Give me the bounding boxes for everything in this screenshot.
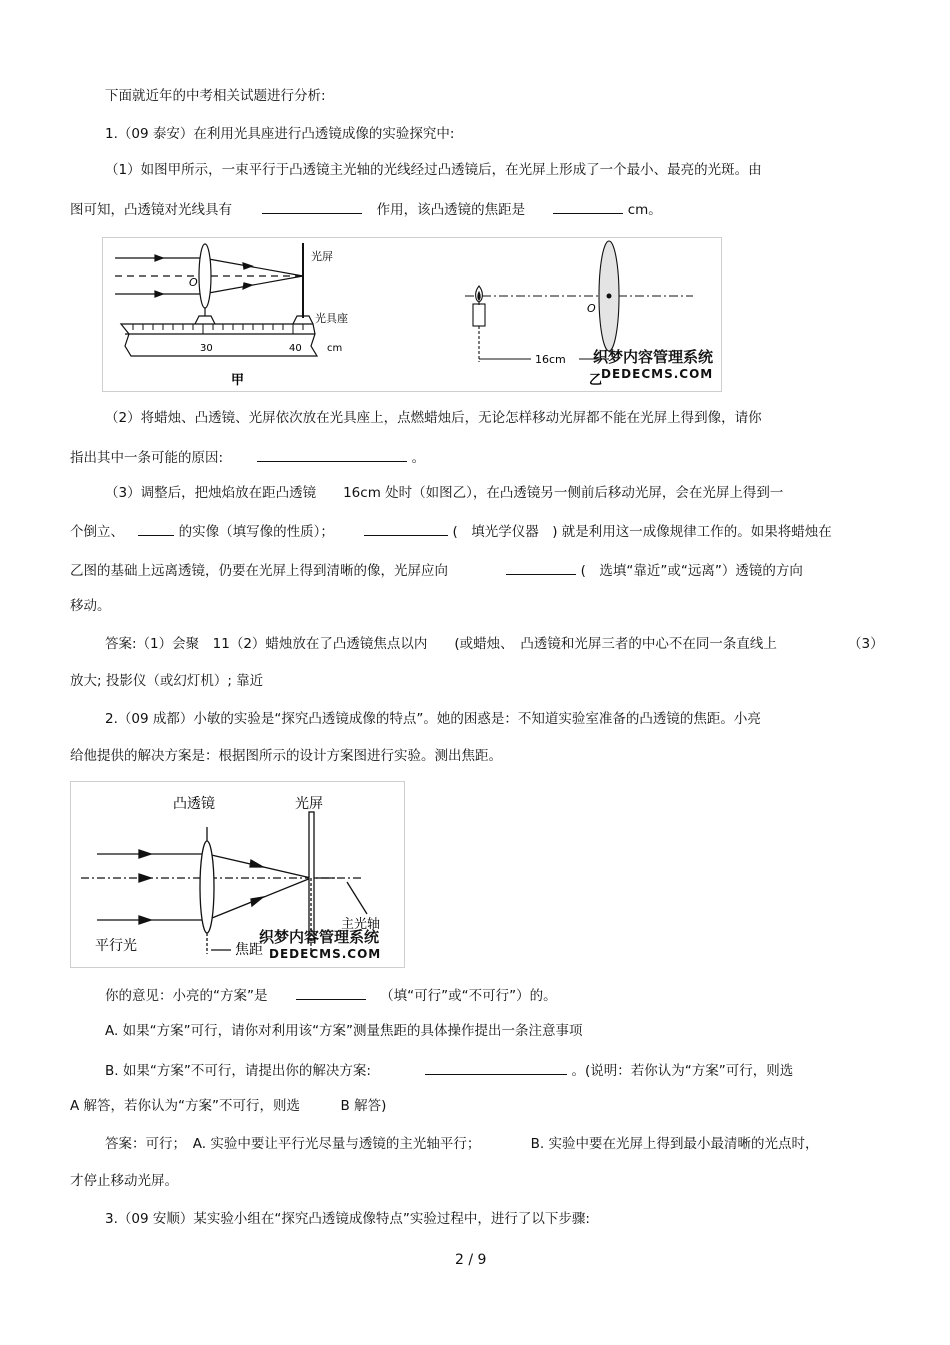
q3-title: 3.（09 安顺）某实验小组在“探究凸透镜成像特点”实验过程中，进行了以下步骤: (105, 1211, 590, 1227)
watermark-en-q2: DEDECMS.COM (269, 947, 382, 961)
q2-option-a: A. 如果“方案”可行，请你对利用该“方案”测量焦距的具体操作提出一条注意事项 (105, 1023, 583, 1039)
figure-yi (465, 241, 693, 362)
q2-option-b-text-b: 。(说明：若你认为“方案”可行，则选 (571, 1063, 794, 1079)
intro-text: 下面就近年的中考相关试题进行分析: (105, 88, 326, 104)
q1-p3-line3 (70, 560, 803, 580)
parallel-light-label: 平行光 (95, 938, 137, 954)
q1-blank-reason[interactable] (257, 447, 407, 462)
screen-label: 光屏 (311, 250, 333, 263)
page-number: 2 / 9 (455, 1252, 487, 1268)
q1-p1-text-c: cm。 (627, 202, 662, 218)
q1-p3-text-b: 的实像（填写像的性质）； (178, 524, 334, 540)
q1-blank-instrument[interactable] (364, 521, 448, 536)
figure-caption-jia: 甲 (231, 373, 245, 388)
q1-answer-text-a: 答案:（1）会聚 11（2）蜡烛放在了凸透镜焦点以内 (或蜡烛、 凸透镜和光屏三者的中心不在同一条直线上 (105, 636, 777, 652)
q1-p1-line2 (70, 199, 662, 219)
q2-blank-feasible[interactable] (296, 985, 366, 1000)
q2-answer-text-a: 答案：可行； A. 实验中要让平行光尽量与透镜的主光轴平行； (105, 1136, 481, 1152)
figure-q1 (102, 237, 722, 392)
screen-label-q2: 光屏 (295, 796, 323, 812)
focal-label: 焦距 (235, 942, 263, 958)
tick-label-40: 40 (289, 343, 302, 354)
q1-blank-image-nature[interactable] (138, 521, 174, 536)
q1-blank-focal[interactable] (553, 199, 623, 214)
unit-label: cm (327, 343, 343, 354)
figure-jia (115, 243, 317, 356)
q1-p3-line4: 移动。 (70, 598, 111, 614)
bench-label: 光具座 (315, 312, 348, 325)
q1-answer-line1 (105, 635, 777, 653)
q2-answer-line2: 才停止移动光屏。 (70, 1173, 178, 1189)
q2-title: 2.（09 成都）小敏的实验是“探究凸透镜成像的特点”。她的困惑是：不知道实验室准备的凸透镜的焦距。小亮 (105, 711, 761, 727)
q2-blank-solution[interactable] (425, 1060, 567, 1075)
bench-ticks (133, 324, 303, 334)
lens-label: 凸透镜 (173, 796, 215, 812)
q1-p1-line1: （1）如图甲所示，一束平行于凸透镜主光轴的光线经过凸透镜后，在光屏上形成了一个最小、最亮的光斑。由 (105, 162, 762, 178)
q1-blank-effect[interactable] (262, 199, 362, 214)
axis-label: 主光轴 (341, 917, 381, 932)
lens-label-o-yi: O (587, 302, 596, 315)
watermark-en: DEDECMS.COM (601, 367, 714, 381)
q1-p3-text-a: 个倒立、 (70, 524, 124, 540)
q2-opinion-text-a: 你的意见：小亮的“方案”是 (105, 988, 268, 1004)
q1-answer-line2: 放大; 投影仪（或幻灯机）; 靠近 (70, 673, 264, 689)
q2-opinion (105, 985, 557, 1005)
q1-p2-line2 (70, 447, 425, 467)
q1-answer-line1-end: （3） (848, 636, 884, 652)
q1-p2-text-b: 。 (411, 450, 426, 466)
q2-option-b-text-a: B. 如果“方案”不可行，请提出你的解决方案: (105, 1063, 371, 1079)
q1-p3-text-e: ( 选填“靠近”或“远离”）透镜的方向 (580, 563, 803, 579)
q1-title: 1.（09 泰安）在利用光具座进行凸透镜成像的实验探究中: (105, 126, 455, 142)
tick-label-30: 30 (200, 343, 213, 354)
q1-p3-text-c: ( 填光学仪器 ) 就是利用这一成像规律工作的。如果将蜡烛在 (452, 524, 832, 540)
q1-blank-direction[interactable] (506, 560, 576, 575)
q1-p2-text-a: 指出其中一条可能的原因: (70, 450, 224, 466)
watermark-cn: 织梦内容管理系统 (593, 348, 714, 366)
q2-option-b (105, 1060, 793, 1080)
q1-p1-text-b: 作用，该凸透镜的焦距是 (376, 202, 526, 218)
q1-p3-line2 (70, 521, 832, 541)
q1-p2-line1: （2）将蜡烛、凸透镜、光屏依次放在光具座上，点燃蜡烛后，无论怎样移动光屏都不能在光屏上得到像，请你 (105, 410, 762, 426)
watermark-cn-q2: 织梦内容管理系统 (259, 928, 380, 946)
q2-option-b-line2: A 解答，若你认为“方案”不可行，则选 B 解答) (70, 1098, 387, 1114)
q2-opinion-text-b: （填“可行”或“不可行”）的。 (380, 988, 557, 1004)
lens-label-o: O (189, 276, 198, 289)
q2-answer-line1 (105, 1135, 818, 1153)
distance-label: 16cm (535, 353, 566, 366)
q2-line2: 给他提供的解决方案是：根据图所示的设计方案图进行实验。测出焦距。 (70, 748, 502, 764)
q1-p3-line1: （3）调整后，把烛焰放在距凸透镜 16cm 处时（如图乙），在凸透镜另一侧前后移动光屏，会在光屏上得到一 (105, 485, 784, 501)
q1-p3-text-d: 乙图的基础上远离透镜，仍要在光屏上得到清晰的像，光屏应向 (70, 563, 448, 579)
q2-answer-text-b: B. 实验中要在光屏上得到最小最清晰的光点时， (530, 1136, 819, 1152)
q1-p1-text-a: 图可知，凸透镜对光线具有 (70, 202, 232, 218)
figure-q2 (70, 781, 405, 968)
figure-caption-yi: 乙 (589, 373, 603, 388)
